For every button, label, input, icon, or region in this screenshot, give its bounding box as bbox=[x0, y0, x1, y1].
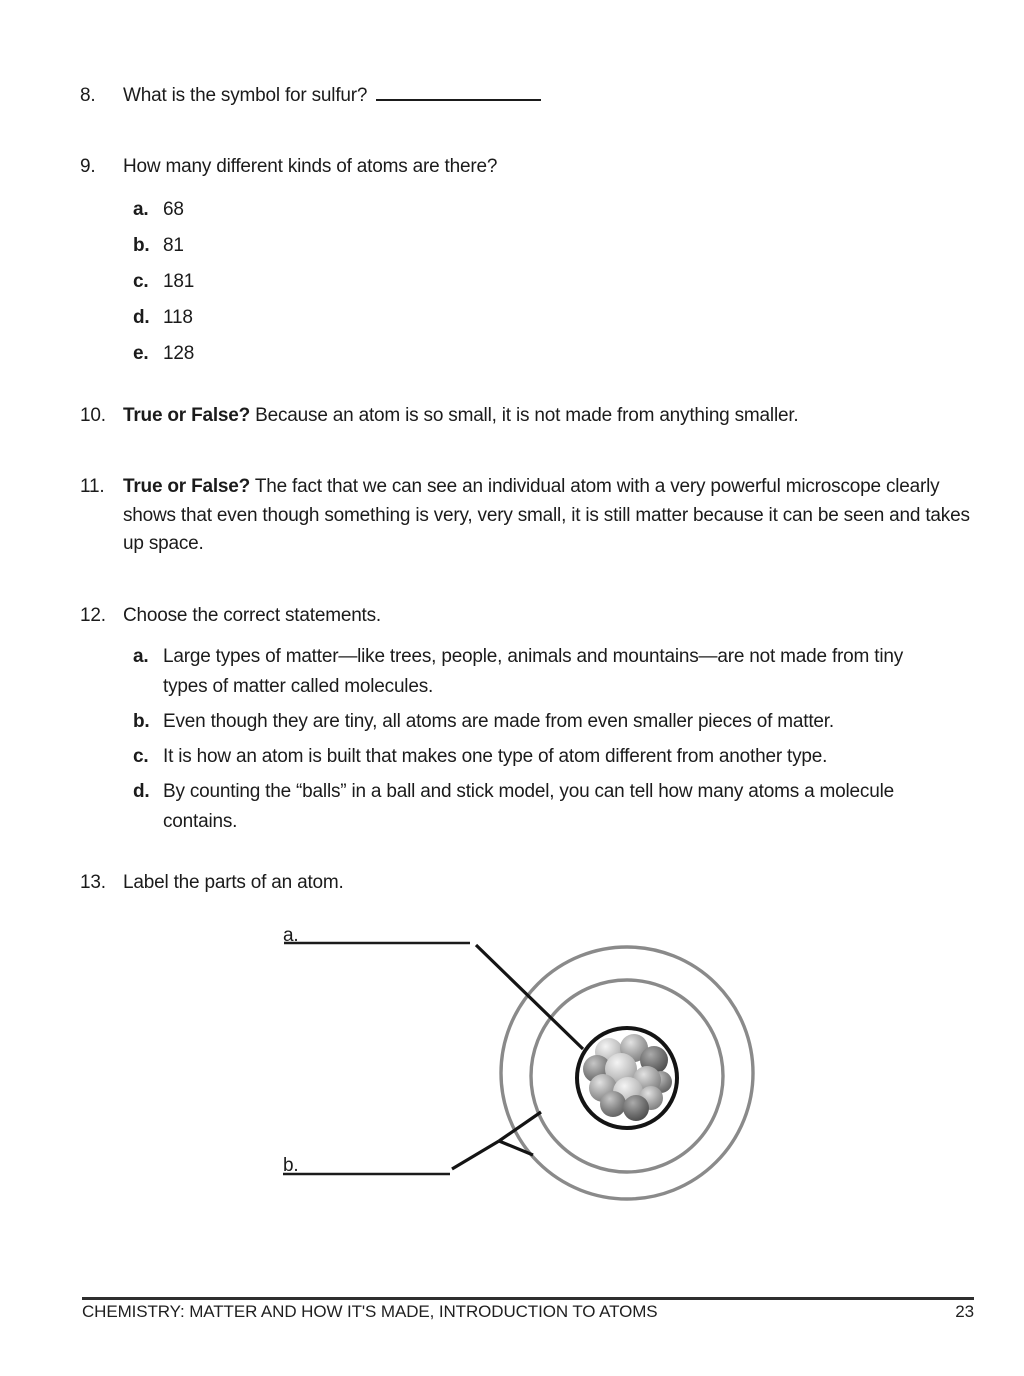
option-row-c bbox=[133, 271, 194, 292]
diagram-label-a: a. bbox=[283, 925, 299, 946]
option-letter: c. bbox=[133, 746, 149, 767]
question-9-options bbox=[133, 199, 194, 379]
option-text: Even though they are tiny, all atoms are made from even smaller pieces of matter. bbox=[163, 711, 834, 732]
true-or-false-prefix: True or False? bbox=[123, 405, 251, 426]
nucleon-ball bbox=[600, 1091, 626, 1117]
option-text: 68 bbox=[163, 199, 184, 220]
footer-title: CHEMISTRY: MATTER AND HOW IT'S MADE, INTRODUCTION TO ATOMS bbox=[82, 1302, 658, 1321]
option-text: 81 bbox=[163, 235, 184, 256]
option-text: 128 bbox=[163, 343, 195, 364]
option-text: 118 bbox=[163, 307, 193, 328]
option-text: 181 bbox=[163, 271, 195, 292]
true-or-false-prefix: True or False? bbox=[123, 476, 251, 497]
nucleus-particle-cluster bbox=[583, 1034, 672, 1121]
nucleon-ball bbox=[623, 1095, 649, 1121]
option-letter: d. bbox=[133, 781, 150, 802]
nucleon-ball bbox=[605, 1053, 637, 1085]
nucleon-ball bbox=[639, 1086, 663, 1110]
question-8-number: 8. bbox=[80, 85, 96, 106]
question-11 bbox=[80, 473, 991, 559]
question-13 bbox=[80, 869, 980, 898]
question-13-text: Label the parts of an atom. bbox=[123, 872, 344, 893]
question-12-text: Choose the correct statements. bbox=[123, 605, 382, 626]
option-row-a bbox=[133, 199, 194, 220]
label-b-fork-outer-shell bbox=[499, 1141, 533, 1155]
question-10-body: Because an atom is so small, it is not made from anything smaller. bbox=[255, 405, 799, 426]
option-letter: a. bbox=[133, 199, 149, 220]
option-letter: e. bbox=[133, 343, 149, 364]
outer-electron-shell-ring bbox=[501, 947, 753, 1199]
question-12-number: 12. bbox=[80, 605, 106, 626]
question-9-text: How many different kinds of atoms are there? bbox=[123, 156, 498, 177]
question-10 bbox=[80, 402, 991, 431]
option-letter: c. bbox=[133, 271, 149, 292]
answer-blank-line bbox=[376, 85, 541, 101]
label-b-leader-line bbox=[452, 1141, 499, 1169]
question-8 bbox=[80, 82, 980, 111]
option-letter: b. bbox=[133, 711, 150, 732]
nucleon-ball bbox=[620, 1034, 648, 1062]
question-10-number: 10. bbox=[80, 405, 106, 426]
footer-page-number: 23 bbox=[955, 1302, 974, 1321]
option-row-a bbox=[133, 642, 933, 702]
diagram-label-b: b. bbox=[283, 1155, 299, 1176]
nucleon-ball bbox=[595, 1038, 623, 1066]
question-9 bbox=[80, 153, 980, 182]
question-11-text bbox=[123, 473, 991, 559]
nucleus-outline-circle bbox=[577, 1028, 677, 1128]
label-a-leader-line bbox=[476, 945, 583, 1049]
option-letter: b. bbox=[133, 235, 150, 256]
question-11-body: The fact that we can see an individual atom with a very powerful microscope clearly shows that even though something is very, very small, it is still matter because it can be seen and takes up space. bbox=[123, 476, 970, 554]
question-11-number: 11. bbox=[80, 476, 105, 497]
question-8-prompt: What is the symbol for sulfur? bbox=[123, 85, 368, 106]
option-row-c bbox=[133, 742, 933, 772]
option-row-d bbox=[133, 307, 194, 328]
inner-electron-shell-ring bbox=[531, 980, 723, 1172]
footer-rule bbox=[82, 1297, 974, 1300]
nucleon-ball bbox=[589, 1074, 617, 1102]
option-letter: d. bbox=[133, 307, 150, 328]
question-13-number: 13. bbox=[80, 872, 106, 893]
nucleon-ball bbox=[613, 1077, 643, 1107]
option-letter: a. bbox=[133, 646, 149, 667]
option-row-b bbox=[133, 707, 933, 737]
option-row-d bbox=[133, 777, 933, 837]
option-text: By counting the “balls” in a ball and stick model, you can tell how many atoms a molecule contains. bbox=[163, 781, 894, 832]
question-10-text bbox=[123, 402, 991, 431]
question-8-text bbox=[123, 82, 980, 111]
nucleon-ball bbox=[640, 1046, 668, 1074]
option-text: Large types of matter—like trees, people, animals and mountains—are not made from tiny types of matter called molecules. bbox=[163, 646, 904, 697]
option-row-e bbox=[133, 343, 194, 364]
option-text: It is how an atom is built that makes one type of atom different from another type. bbox=[163, 746, 828, 767]
label-b-fork-inner-shell bbox=[499, 1112, 541, 1141]
option-row-b bbox=[133, 235, 194, 256]
nucleon-ball bbox=[650, 1071, 672, 1093]
nucleon-ball bbox=[583, 1055, 611, 1083]
question-9-number: 9. bbox=[80, 156, 96, 177]
nucleon-ball bbox=[633, 1066, 661, 1094]
footer bbox=[82, 1301, 974, 1323]
question-12-options bbox=[133, 642, 933, 842]
question-12 bbox=[80, 602, 980, 631]
